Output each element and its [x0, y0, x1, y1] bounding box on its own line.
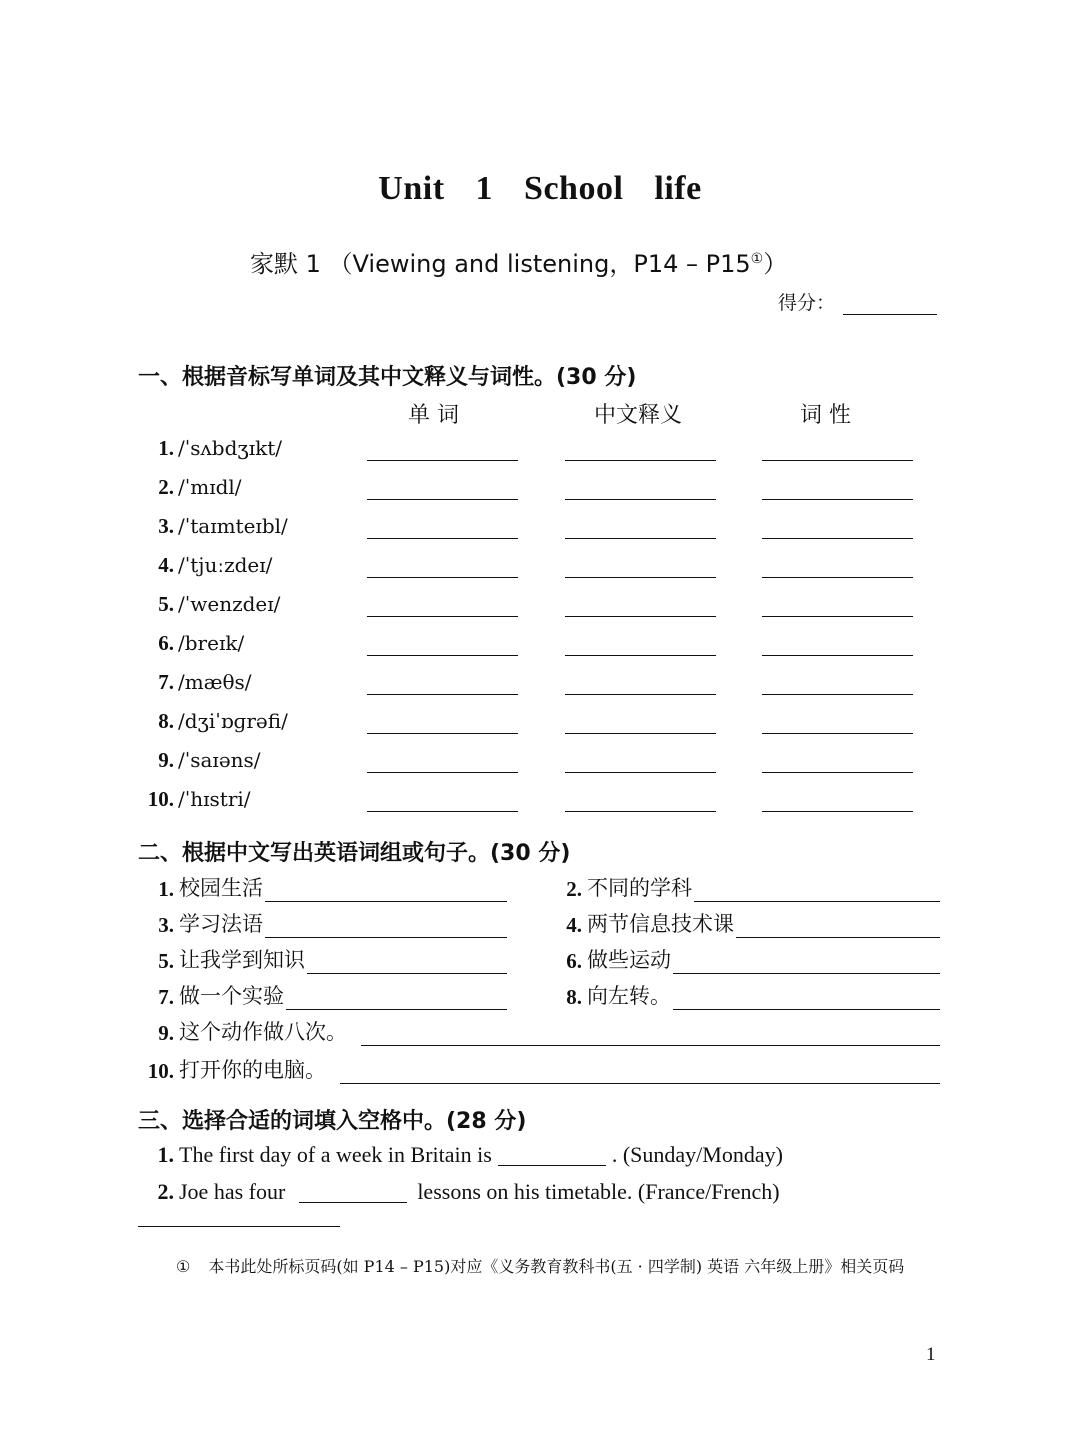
translation-item — [140, 980, 507, 1010]
word-blank[interactable] — [367, 499, 518, 500]
phonetic-row — [140, 629, 940, 659]
item-text-before: Joe has four — [179, 1179, 286, 1204]
answer-blank[interactable] — [286, 985, 507, 1010]
item-number: 9. — [158, 748, 174, 772]
item-number: 5. — [158, 949, 174, 973]
answer-blank[interactable] — [265, 877, 507, 902]
phonetic: /dʒiˈɒɡrəfi/ — [178, 709, 288, 733]
item-number: 7. — [158, 985, 174, 1009]
meaning-blank[interactable] — [565, 499, 716, 500]
item-number: 3. — [158, 913, 174, 937]
meaning-blank[interactable] — [565, 655, 716, 656]
pos-blank[interactable] — [762, 616, 913, 617]
word-blank[interactable] — [367, 733, 518, 734]
footnote-marker: ① — [750, 251, 764, 267]
meaning-blank[interactable] — [565, 538, 716, 539]
word-blank[interactable] — [367, 577, 518, 578]
phonetic: /ˈsʌbdʒɪkt/ — [178, 436, 282, 460]
item-number: 1. — [157, 1142, 174, 1167]
pos-blank[interactable] — [762, 655, 913, 656]
phonetic-row — [140, 434, 940, 464]
word-blank[interactable] — [367, 616, 518, 617]
item-text: 校园生活 — [179, 876, 263, 900]
item-number: 5. — [158, 592, 174, 616]
subtitle-close: ） — [763, 250, 788, 278]
item-text: 不同的学科 — [587, 876, 692, 900]
answer-blank[interactable] — [673, 985, 940, 1010]
meaning-blank[interactable] — [565, 733, 716, 734]
column-header-pos: 词 性 — [800, 403, 851, 428]
pos-blank[interactable] — [762, 772, 913, 773]
item-number: 6. — [158, 631, 174, 655]
answer-blank[interactable] — [361, 1021, 940, 1046]
section2-heading: 二、根据中文写出英语词组或句子。(30 分) — [138, 841, 571, 866]
pos-blank[interactable] — [762, 499, 913, 500]
translation-item — [548, 980, 940, 1010]
item-number: 4. — [566, 913, 582, 937]
item-text: 学习法语 — [179, 912, 263, 936]
word-blank[interactable] — [367, 772, 518, 773]
phonetic: /ˈtaɪmteɪbl/ — [178, 514, 288, 538]
item-text: 这个动作做八次。 — [179, 1020, 347, 1044]
phonetic: /ˈhɪstri/ — [178, 787, 251, 811]
fill-in-item — [140, 1142, 783, 1172]
meaning-blank[interactable] — [565, 577, 716, 578]
footnote-text: 本书此处所标页码(如 P14 – P15)对应《义务教育教科书(五 · 四学制) 英语 六年级上册》相关页码 — [208, 1257, 905, 1276]
answer-blank[interactable] — [694, 877, 940, 902]
phonetic-row — [140, 707, 940, 737]
answer-blank[interactable] — [498, 1143, 606, 1166]
phonetic: /mæθs/ — [178, 670, 252, 694]
item-text: 做些运动 — [587, 948, 671, 972]
phonetic-row — [140, 473, 940, 503]
item-number: 2. — [566, 877, 582, 901]
section1-heading: 一、根据音标写单词及其中文释义与词性。(30 分) — [138, 365, 637, 390]
pos-blank[interactable] — [762, 577, 913, 578]
section3-heading: 三、选择合适的词填入空格中。(28 分) — [138, 1109, 527, 1134]
meaning-blank[interactable] — [565, 616, 716, 617]
translation-item — [548, 872, 940, 902]
item-number: 10. — [147, 1059, 174, 1083]
score-blank[interactable] — [843, 290, 937, 315]
footnote-divider — [138, 1226, 340, 1227]
item-number: 8. — [566, 985, 582, 1009]
answer-blank[interactable] — [736, 913, 940, 938]
item-number: 1. — [158, 877, 174, 901]
translation-item — [140, 908, 507, 938]
phonetic-row — [140, 785, 940, 815]
pos-blank[interactable] — [762, 733, 913, 734]
phonetic-row — [140, 590, 940, 620]
phonetic-row — [140, 551, 940, 581]
item-number: 3. — [158, 514, 174, 538]
meaning-blank[interactable] — [565, 460, 716, 461]
fill-in-item — [140, 1179, 780, 1209]
meaning-blank[interactable] — [565, 694, 716, 695]
word-blank[interactable] — [367, 655, 518, 656]
footnote — [138, 1252, 944, 1282]
subtitle — [250, 244, 787, 279]
translation-item — [140, 872, 507, 902]
pos-blank[interactable] — [762, 460, 913, 461]
phonetic-row — [140, 668, 940, 698]
item-number: 9. — [158, 1021, 174, 1045]
answer-blank[interactable] — [340, 1059, 940, 1084]
pos-blank[interactable] — [762, 538, 913, 539]
phonetic: /ˈtjuːzdeɪ/ — [178, 553, 273, 577]
score-label: 得分： — [778, 292, 836, 314]
score-field — [778, 288, 937, 315]
answer-blank[interactable] — [673, 949, 940, 974]
phonetic: /ˈmɪdl/ — [178, 475, 242, 499]
translation-item — [140, 1054, 940, 1084]
item-number: 4. — [158, 553, 174, 577]
answer-blank[interactable] — [265, 913, 507, 938]
item-number: 7. — [158, 670, 174, 694]
word-blank[interactable] — [367, 460, 518, 461]
item-text: 向左转。 — [587, 984, 671, 1008]
pos-blank[interactable] — [762, 811, 913, 812]
word-blank[interactable] — [367, 694, 518, 695]
answer-blank[interactable] — [307, 949, 507, 974]
translation-item — [548, 908, 940, 938]
phonetic-row — [140, 746, 940, 776]
phonetic: /ˈwenzdeɪ/ — [178, 592, 281, 616]
item-number: 8. — [158, 709, 174, 733]
phonetic: /ˈsaɪəns/ — [178, 748, 261, 772]
item-text: 让我学到知识 — [179, 948, 305, 972]
pos-blank[interactable] — [762, 694, 913, 695]
word-blank[interactable] — [367, 811, 518, 812]
column-header-word: 单 词 — [408, 403, 459, 428]
item-text: 做一个实验 — [179, 984, 284, 1008]
translation-item — [548, 944, 940, 974]
page-title: Unit 1 School life — [378, 170, 702, 207]
translation-item — [140, 944, 507, 974]
item-text-after: . (Sunday/Monday) — [611, 1142, 783, 1167]
column-header-meaning: 中文释义 — [594, 403, 683, 428]
item-text: 两节信息技术课 — [587, 912, 734, 936]
translation-item — [140, 1016, 940, 1046]
answer-blank[interactable] — [299, 1180, 407, 1203]
meaning-blank[interactable] — [565, 772, 716, 773]
phonetic: /breɪk/ — [178, 631, 245, 655]
item-text-after: lessons on his timetable. (France/French) — [417, 1179, 780, 1204]
phonetic-row — [140, 512, 940, 542]
item-number: 10. — [147, 787, 174, 811]
page-number: 1 — [926, 1344, 936, 1365]
footnote-marker: ① — [176, 1257, 191, 1276]
subtitle-text: 家默 1 （Viewing and listening，P14 – P15 — [250, 250, 751, 278]
item-number: 6. — [566, 949, 582, 973]
item-text: 打开你的电脑。 — [179, 1058, 326, 1082]
item-number: 2. — [158, 475, 174, 499]
item-text-before: The first day of a week in Britain is — [179, 1142, 492, 1167]
item-number: 1. — [158, 436, 174, 460]
meaning-blank[interactable] — [565, 811, 716, 812]
item-number: 2. — [157, 1179, 174, 1204]
word-blank[interactable] — [367, 538, 518, 539]
